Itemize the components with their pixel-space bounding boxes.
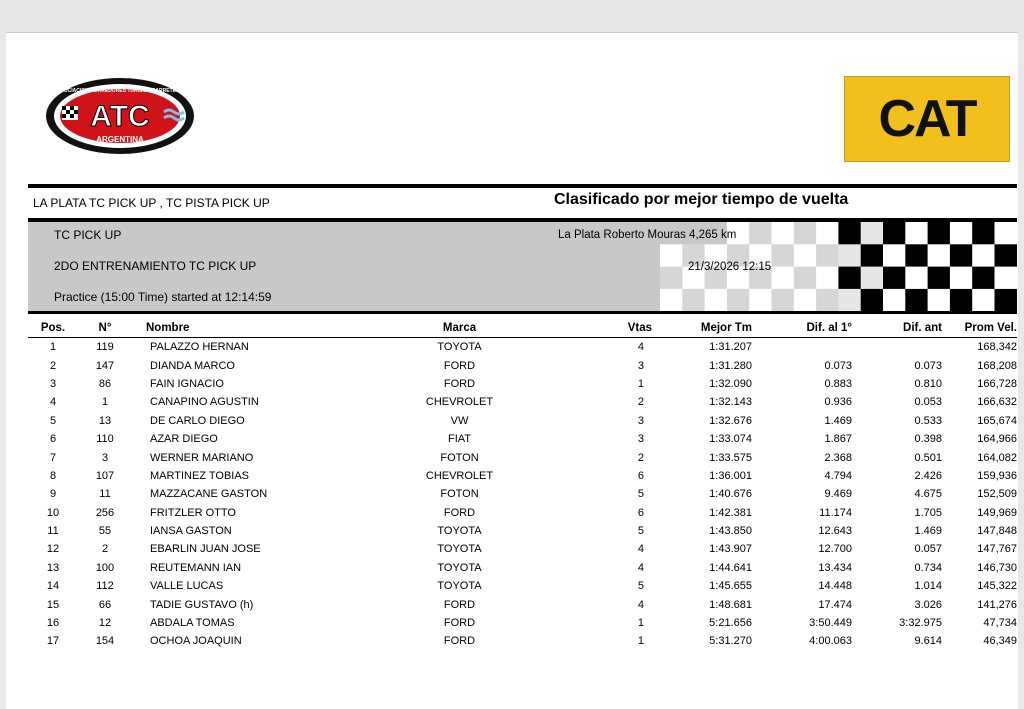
- table-row: [28, 522, 1017, 540]
- checker-square: [928, 289, 951, 312]
- cell-brand: TOYOTA: [437, 341, 482, 354]
- checker-square: [772, 267, 795, 290]
- checker-square: [905, 289, 928, 312]
- cell-avg-speed: 166,728: [977, 377, 1017, 390]
- cell-name: PALAZZO HERNAN: [150, 341, 249, 354]
- cell-brand: TOYOTA: [437, 525, 482, 538]
- cell-brand: FOTON: [440, 451, 479, 464]
- cell-best: 1:44.641: [709, 561, 752, 574]
- cell-brand: VW: [450, 414, 469, 427]
- cell-brand: CHEVROLET: [425, 469, 494, 482]
- cell-diff-prev: 0.810: [914, 377, 942, 390]
- cell-num: 13: [98, 414, 112, 427]
- cell-diff-first: 12.700: [818, 543, 852, 556]
- cell-diff-prev: 1.469: [914, 525, 942, 538]
- checker-square: [861, 244, 884, 267]
- cell-laps: 3: [637, 359, 644, 372]
- table-row: [28, 356, 1017, 374]
- cell-avg-speed: 164,082: [977, 451, 1017, 464]
- cell-best: 1:45.655: [709, 580, 752, 593]
- checker-square: [816, 289, 839, 312]
- cell-laps: 1: [637, 377, 644, 390]
- cell-num: 12: [98, 617, 112, 630]
- cell-num: 2: [101, 543, 109, 556]
- cell-laps: 6: [637, 469, 644, 482]
- col-header-num: N°: [78, 320, 132, 338]
- cell-best: 1:42.381: [709, 506, 752, 519]
- cell-diff-prev: 3:32.975: [899, 617, 942, 630]
- cell-laps: 6: [637, 506, 644, 519]
- cell-name: REUTEMANN IAN: [150, 561, 242, 574]
- checker-square: [660, 267, 683, 290]
- cat-logo-text: CAT: [878, 90, 976, 148]
- cell-diff-first: 0.936: [824, 396, 852, 409]
- cell-avg-speed: 168,342: [977, 341, 1017, 354]
- table-row: [28, 375, 1017, 393]
- col-header-laps: Vtas: [517, 320, 672, 338]
- cell-diff-prev: 0.533: [914, 414, 942, 427]
- cell-avg-speed: 147,848: [977, 525, 1017, 538]
- cell-pos: 8: [49, 469, 57, 482]
- cell-diff-prev: 2.426: [914, 469, 942, 482]
- cell-best: 1:48.681: [709, 598, 752, 611]
- checker-square: [705, 289, 728, 312]
- checker-square: [794, 244, 817, 267]
- cell-diff-prev: 1.014: [914, 580, 942, 593]
- cell-best: 5:31.270: [709, 635, 752, 648]
- cell-brand: TOYOTA: [437, 580, 482, 593]
- checker-square: [838, 244, 861, 267]
- cell-brand: TOYOTA: [437, 561, 482, 574]
- checker-square: [772, 222, 795, 245]
- cell-best: 1:32.143: [709, 396, 752, 409]
- cell-avg-speed: 165,674: [977, 414, 1017, 427]
- cell-avg-speed: 168,208: [977, 359, 1017, 372]
- col-header-pos: Pos.: [28, 320, 78, 338]
- cell-pos: 3: [49, 377, 57, 390]
- atc-logo: [44, 76, 196, 156]
- checker-square: [905, 244, 928, 267]
- cell-laps: 3: [637, 433, 644, 446]
- table-row: [28, 632, 1017, 650]
- cell-best: 1:43.850: [709, 525, 752, 538]
- cell-name: ABDALA TOMAS: [150, 617, 235, 630]
- cell-brand: FOTON: [440, 488, 479, 501]
- table-row: [28, 448, 1017, 466]
- cell-brand: CHEVROLET: [425, 396, 494, 409]
- col-header-brand: Marca: [402, 320, 517, 338]
- cell-diff-prev: 0.053: [914, 396, 942, 409]
- cell-diff-first: 1.469: [824, 414, 852, 427]
- checker-square: [838, 267, 861, 290]
- col-header-diff-first: Dif. al 1°: [752, 320, 852, 338]
- cell-best: 1:40.676: [709, 488, 752, 501]
- cell-laps: 4: [637, 561, 644, 574]
- cell-pos: 9: [49, 488, 57, 501]
- cell-diff-first: 2.368: [824, 451, 852, 464]
- cell-best: 1:43.907: [709, 543, 752, 556]
- cell-avg-speed: 47,734: [983, 617, 1017, 630]
- cell-diff-prev: 0.073: [914, 359, 942, 372]
- cell-name: EBARLIN JUAN JOSE: [150, 543, 261, 556]
- cell-pos: 13: [46, 561, 60, 574]
- cell-best: 1:31.207: [709, 341, 752, 354]
- checker-square: [972, 289, 995, 312]
- checker-square: [749, 222, 772, 245]
- cell-diff-prev: 9.614: [914, 635, 942, 648]
- cell-laps: 5: [637, 525, 644, 538]
- cell-avg-speed: 149,969: [977, 506, 1017, 519]
- cell-name: CANAPINO AGUSTIN: [150, 396, 259, 409]
- cell-name: DE CARLO DIEGO: [150, 414, 245, 427]
- cell-pos: 4: [49, 396, 57, 409]
- checker-square: [950, 289, 973, 312]
- table-row: [28, 577, 1017, 595]
- cell-name: MAZZACANE GASTON: [150, 488, 268, 501]
- cell-brand: FORD: [443, 359, 476, 372]
- cell-brand: FORD: [443, 506, 476, 519]
- cell-num: 119: [96, 341, 114, 354]
- cell-diff-first: 4.794: [824, 469, 852, 482]
- checker-square: [928, 267, 951, 290]
- checker-square: [861, 267, 884, 290]
- checker-square: [950, 244, 973, 267]
- cell-name: AZAR DIEGO: [150, 433, 218, 446]
- checker-square: [660, 289, 683, 312]
- cell-brand: TOYOTA: [437, 543, 482, 556]
- cell-num: 147: [95, 359, 115, 372]
- checker-square: [883, 222, 906, 245]
- checker-square: [861, 222, 884, 245]
- cell-pos: 6: [49, 433, 57, 446]
- cell-pos: 7: [49, 451, 57, 464]
- col-header-best: Mejor Tm: [672, 320, 752, 338]
- session-datetime: 21/3/2026 12:15: [688, 261, 772, 273]
- cell-best: 1:33.074: [709, 433, 752, 446]
- checker-square: [950, 267, 973, 290]
- session-name: 2DO ENTRENAMIENTO TC PICK UP: [54, 259, 257, 273]
- col-header-diff-prev: Dif. ant: [852, 320, 942, 338]
- checker-square: [995, 289, 1018, 312]
- table-row: [28, 595, 1017, 613]
- cell-brand: FORD: [443, 377, 476, 390]
- cell-avg-speed: 159,936: [977, 469, 1017, 482]
- checker-square: [883, 267, 906, 290]
- cell-num: 154: [95, 635, 115, 648]
- cell-best: 5:21.656: [709, 617, 752, 630]
- cell-name: FAIN IGNACIO: [150, 377, 224, 390]
- cell-num: 66: [98, 598, 112, 611]
- cell-diff-prev: 1.705: [914, 506, 942, 519]
- cell-num: 110: [96, 433, 114, 446]
- cell-diff-prev: 0.398: [914, 433, 942, 446]
- table-row: [28, 540, 1017, 558]
- cell-diff-first: 0.883: [824, 377, 852, 390]
- table-header-row: [28, 320, 1017, 338]
- cell-name: TADIE GUSTAVO (h): [150, 598, 254, 611]
- checker-square: [972, 222, 995, 245]
- checker-square: [727, 289, 750, 312]
- cell-num: 100: [95, 561, 115, 574]
- checker-square: [838, 289, 861, 312]
- checker-square: [816, 267, 839, 290]
- cell-diff-prev: [852, 338, 942, 357]
- checker-square: [816, 222, 839, 245]
- cell-best: 1:33.575: [709, 451, 752, 464]
- cell-diff-prev: 0.057: [914, 543, 942, 556]
- cell-avg-speed: 152,509: [977, 488, 1017, 501]
- table-row: [28, 393, 1017, 411]
- cell-pos: 5: [49, 414, 57, 427]
- cell-brand: FORD: [443, 635, 476, 648]
- cell-diff-prev: 4.675: [914, 488, 942, 501]
- cell-best: 1:36.001: [709, 469, 752, 482]
- cell-num: 1: [101, 396, 109, 409]
- cell-avg-speed: 164,966: [977, 433, 1017, 446]
- cell-diff-first: 4:00.063: [809, 635, 852, 648]
- cell-pos: 12: [46, 543, 60, 556]
- cell-diff-prev: 0.501: [914, 451, 942, 464]
- col-header-avg-speed: Prom Vel.: [942, 320, 1017, 338]
- table-row: [28, 430, 1017, 448]
- cell-diff-first: 12.643: [818, 525, 852, 538]
- cell-name: VALLE LUCAS: [150, 580, 224, 593]
- cell-diff-first: [752, 338, 852, 357]
- checker-square: [905, 222, 928, 245]
- cell-brand: FORD: [443, 617, 476, 630]
- cell-avg-speed: 146,730: [977, 561, 1017, 574]
- cell-laps: 4: [637, 341, 644, 354]
- checker-square: [905, 267, 928, 290]
- session-status: Practice (15:00 Time) started at 12:14:59: [54, 290, 272, 304]
- checker-square: [794, 222, 817, 245]
- session-category: TC PICK UP: [54, 228, 122, 242]
- checker-square: [794, 267, 817, 290]
- cell-name: MARTINEZ TOBIAS: [150, 469, 250, 482]
- cell-name: FRITZLER OTTO: [150, 506, 236, 519]
- circuit-info: La Plata Roberto Mouras 4,265 km: [558, 229, 737, 241]
- checker-square: [972, 244, 995, 267]
- checker-square: [749, 289, 772, 312]
- checker-square: [950, 222, 973, 245]
- cell-avg-speed: 166,632: [977, 396, 1017, 409]
- cell-laps: 5: [637, 580, 644, 593]
- atc-logo-text: ATC: [90, 100, 150, 133]
- col-header-name: Nombre: [132, 320, 402, 338]
- checker-square: [995, 267, 1018, 290]
- cell-laps: 1: [637, 617, 644, 630]
- table-row: [28, 467, 1017, 485]
- cell-diff-first: 9.469: [824, 488, 852, 501]
- cell-num: 107: [95, 469, 115, 482]
- cell-num: 112: [96, 580, 114, 593]
- checker-square: [995, 244, 1018, 267]
- checker-square: [772, 244, 795, 267]
- cell-best: 1:31.280: [709, 359, 752, 372]
- cell-brand: FORD: [443, 598, 476, 611]
- cell-diff-first: 11.174: [819, 506, 852, 519]
- cell-name: IANSA GASTON: [150, 525, 232, 538]
- cell-diff-first: 17.474: [818, 598, 852, 611]
- cell-diff-first: 3:50.449: [809, 617, 852, 630]
- cell-name: DIANDA MARCO: [150, 359, 235, 372]
- cell-num: 3: [101, 451, 109, 464]
- header-rule-top: [28, 184, 1017, 188]
- cell-pos: 2: [49, 359, 57, 372]
- checker-square: [794, 289, 817, 312]
- table-row: [28, 559, 1017, 577]
- cell-laps: 2: [637, 451, 644, 464]
- cell-diff-prev: 3.026: [914, 598, 942, 611]
- cell-best: 1:32.676: [709, 414, 752, 427]
- cell-laps: 2: [637, 396, 644, 409]
- cell-diff-first: 13.434: [818, 561, 852, 574]
- checker-square: [682, 289, 705, 312]
- checker-square: [883, 244, 906, 267]
- table-row: [28, 504, 1017, 522]
- table-top-rule: [28, 311, 1017, 314]
- table-row: [28, 614, 1017, 632]
- cell-num: 55: [98, 525, 112, 538]
- cell-best: 1:32.090: [709, 377, 752, 390]
- checker-square: [838, 222, 861, 245]
- cell-num: 86: [98, 377, 112, 390]
- checker-square: [861, 289, 884, 312]
- cell-avg-speed: 145,322: [977, 580, 1017, 593]
- table-row: [28, 338, 1017, 357]
- checker-square: [816, 244, 839, 267]
- checker-square: [928, 244, 951, 267]
- cell-num: 11: [99, 488, 111, 501]
- cell-laps: 4: [637, 543, 644, 556]
- table-row: [28, 412, 1017, 430]
- cell-brand: FIAT: [447, 433, 471, 446]
- cell-pos: 17: [46, 635, 60, 648]
- cell-diff-first: 14.448: [818, 580, 852, 593]
- cat-logo: [844, 76, 1010, 162]
- checker-square: [772, 289, 795, 312]
- results-table: [28, 320, 1017, 651]
- svg-text:ARGENTINA: ARGENTINA: [96, 135, 144, 144]
- cell-laps: 5: [637, 488, 644, 501]
- checker-square: [660, 244, 683, 267]
- cell-pos: 1: [49, 341, 57, 354]
- cell-laps: 1: [637, 635, 644, 648]
- cell-avg-speed: 141,276: [977, 598, 1017, 611]
- cell-avg-speed: 147,767: [977, 543, 1017, 556]
- sort-title: Clasificado por mejor tiempo de vuelta: [554, 191, 849, 208]
- cell-diff-first: 1.867: [824, 433, 852, 446]
- cell-name: WERNER MARIANO: [150, 451, 254, 464]
- cell-laps: 3: [637, 414, 644, 427]
- cell-num: 256: [95, 506, 115, 519]
- svg-text:ASOCIACION CORREDORES TURISMO: ASOCIACION CORREDORES TURISMO CARRETERA: [56, 88, 184, 94]
- cell-pos: 16: [46, 617, 60, 630]
- cell-diff-prev: 0.734: [914, 561, 942, 574]
- cell-pos: 10: [46, 506, 60, 519]
- cell-avg-speed: 46,349: [983, 635, 1017, 648]
- cell-pos: 15: [46, 598, 60, 611]
- checker-square: [928, 222, 951, 245]
- event-title: LA PLATA TC PICK UP , TC PISTA PICK UP: [33, 196, 270, 210]
- table-row: [28, 485, 1017, 503]
- cell-pos: 11: [47, 525, 59, 538]
- checker-square: [883, 289, 906, 312]
- cell-diff-first: 0.073: [824, 359, 852, 372]
- cell-pos: 14: [46, 580, 60, 593]
- cell-laps: 4: [637, 598, 644, 611]
- checker-square: [995, 222, 1018, 245]
- checker-square: [972, 267, 995, 290]
- cell-name: OCHOA JOAQUIN: [150, 635, 242, 648]
